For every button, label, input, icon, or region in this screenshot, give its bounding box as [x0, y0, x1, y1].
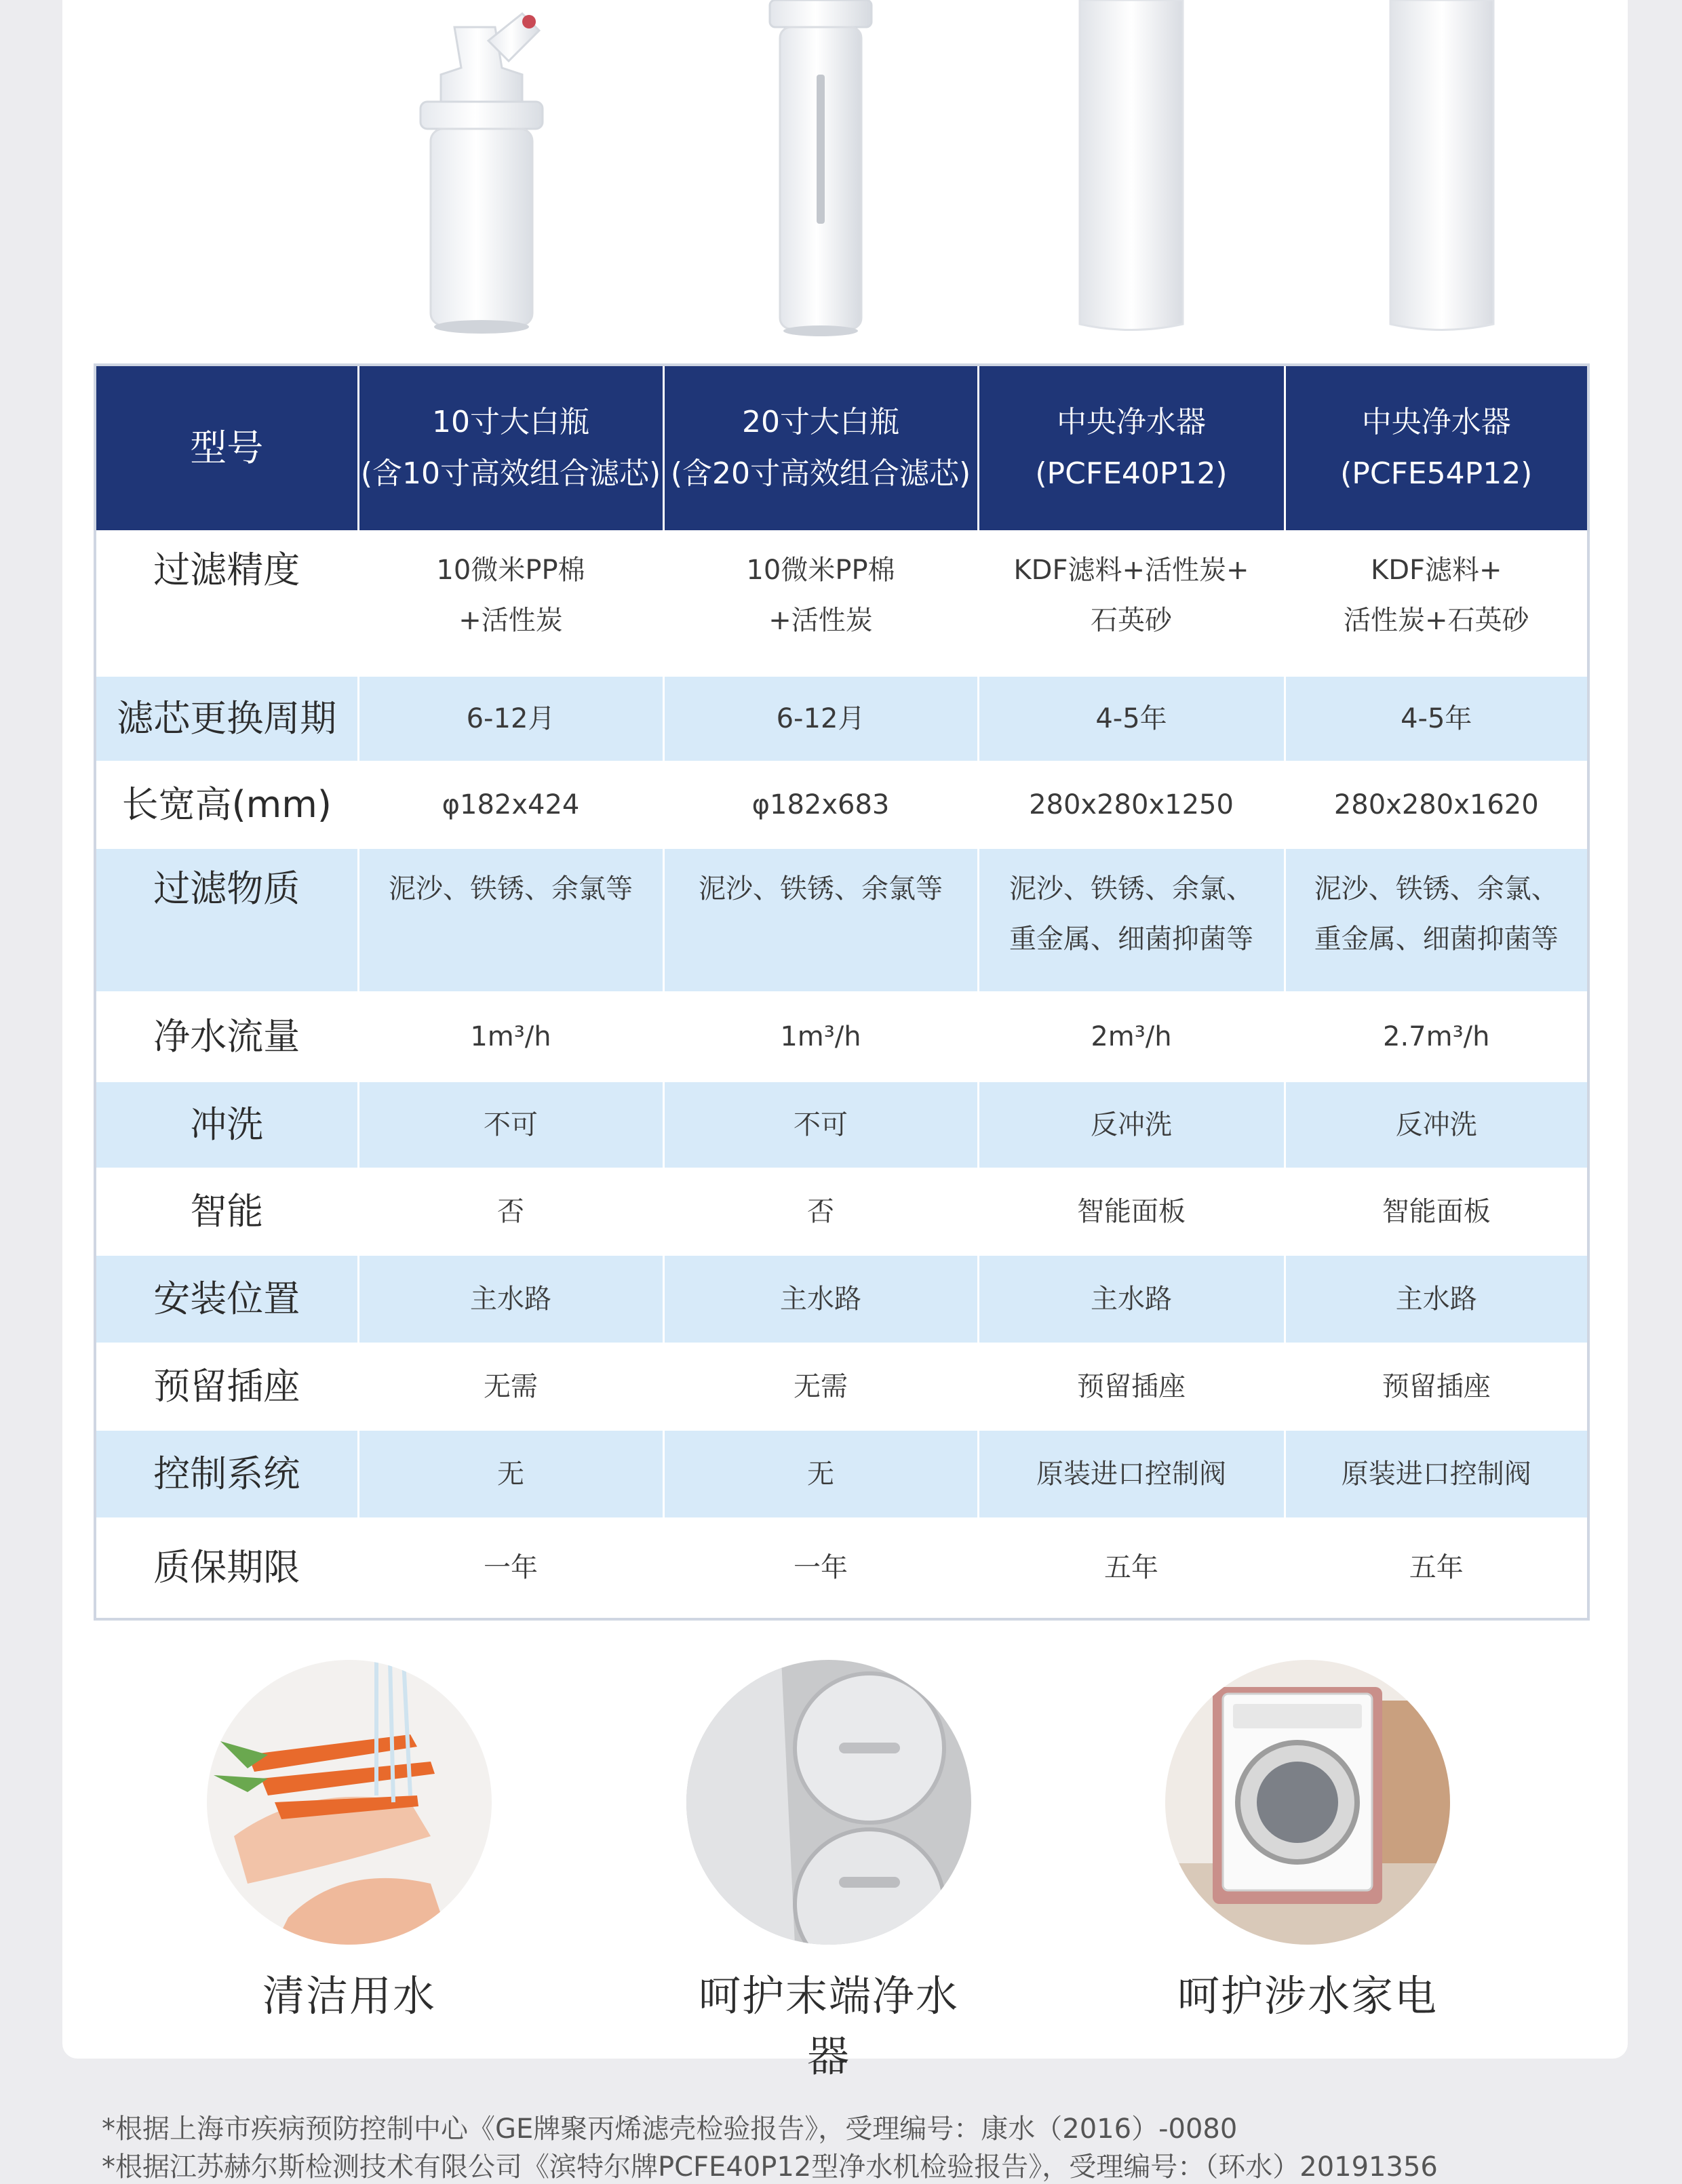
product-20inch-housing-image [760, 0, 882, 339]
table-row [95, 1343, 1588, 1431]
footnote-jiangsu-test: *根据江苏赫尔斯检测技术有限公司《滨特尔牌PCFE40P12型净水机检验报告》，受理编号：（环水）20191356 [102, 2151, 1438, 2183]
cell-text-line: +活性炭 [458, 605, 563, 636]
table-row [95, 1517, 1588, 1619]
cell-text-line: 反冲洗 [1395, 1109, 1477, 1140]
cell-text-line: 原装进口控制阀 [1341, 1458, 1531, 1490]
table-cell [358, 1082, 663, 1168]
table-cell [1285, 991, 1588, 1082]
header-cell [978, 365, 1285, 530]
column-subtitle: (PCFE54P12) [1340, 456, 1533, 491]
feature-label: 呵护涉水家电 [1177, 1971, 1438, 2021]
cell-text-line: 主水路 [470, 1284, 551, 1315]
cell-text-line: 不可 [484, 1109, 538, 1140]
table-row [95, 1256, 1588, 1343]
cell-text-line: 2.7m³/h [1383, 1021, 1490, 1052]
cell-text-line: 石英砂 [1091, 605, 1172, 636]
table-cell [663, 1343, 978, 1431]
table-row [95, 991, 1588, 1082]
table-cell [978, 1082, 1285, 1168]
table-cell [978, 677, 1285, 761]
table-row [95, 530, 1588, 677]
column-title: 20寸大白瓶 [742, 405, 899, 439]
product-10inch-housing-image [407, 0, 556, 339]
product-pcfe40p12-tank-image [1077, 0, 1186, 336]
table-cell [1285, 1168, 1588, 1256]
table-cell [1285, 1517, 1588, 1619]
cell-text-line: 6-12月 [776, 703, 865, 734]
cell-text-line: 主水路 [1395, 1284, 1477, 1315]
table-cell [1285, 1256, 1588, 1343]
cell-text-line: 无 [497, 1458, 524, 1490]
water-purifier-closeup-icon [686, 1660, 971, 1945]
cell-text-line: 活性炭+石英砂 [1343, 605, 1529, 636]
table-row [95, 849, 1588, 991]
row-label: 冲洗 [95, 1082, 358, 1168]
cell-text-line: 2m³/h [1091, 1021, 1172, 1052]
table-cell [978, 849, 1285, 991]
cell-text-line: 否 [807, 1196, 834, 1227]
table-row [95, 1082, 1588, 1168]
header-row [95, 365, 1588, 530]
table-cell [978, 1343, 1285, 1431]
cell-text-line: 反冲洗 [1091, 1109, 1172, 1140]
column-subtitle: (PCFE40P12) [1035, 456, 1228, 491]
cell-text-line: 智能面板 [1382, 1196, 1491, 1227]
table-cell [1285, 677, 1588, 761]
cell-text-line: 泥沙、铁锈、余氯、 [1314, 873, 1559, 905]
table-cell [358, 1168, 663, 1256]
cell-text-line: 6-12月 [466, 703, 555, 734]
table-cell [663, 1517, 978, 1619]
table-cell [978, 991, 1285, 1082]
row-label: 智能 [95, 1168, 358, 1256]
table-cell [1285, 761, 1588, 849]
cell-text-line: 4-5年 [1095, 703, 1167, 734]
cell-text-line: φ182x683 [751, 789, 890, 820]
cell-text-line: 泥沙、铁锈、余氯等 [389, 873, 633, 905]
cell-text-line: 预留插座 [1077, 1371, 1186, 1402]
cell-text-line: 4-5年 [1401, 703, 1472, 734]
table-cell [663, 761, 978, 849]
spec-comparison-table [94, 363, 1590, 1621]
table-cell [1285, 849, 1588, 991]
table-cell [358, 1256, 663, 1343]
cell-text-line: 280x280x1250 [1029, 789, 1234, 820]
table-cell [358, 1343, 663, 1431]
row-label: 预留插座 [95, 1343, 358, 1431]
table-cell [978, 1517, 1285, 1619]
cell-text-line: 五年 [1104, 1552, 1158, 1583]
row-label: 过滤物质 [95, 849, 358, 991]
feature-clean-water [207, 1660, 492, 2023]
cell-text-line: 主水路 [780, 1284, 861, 1315]
table-cell [663, 1431, 978, 1517]
table-cell [663, 1168, 978, 1256]
feature-label: 呵护末端净水器 [698, 1971, 959, 2081]
product-pcfe54p12-tank-image [1388, 0, 1496, 336]
header-cell [663, 365, 978, 530]
cell-text-line: 五年 [1409, 1552, 1464, 1583]
cell-text-line: 一年 [484, 1552, 538, 1583]
header-cell [95, 365, 358, 530]
table-cell [978, 1168, 1285, 1256]
cell-text-line: 预留插座 [1382, 1371, 1491, 1402]
row-label: 控制系统 [95, 1431, 358, 1517]
row-label: 净水流量 [95, 991, 358, 1082]
cell-text-line: 280x280x1620 [1333, 789, 1539, 820]
table-row [95, 1168, 1588, 1256]
cell-text-line: 无需 [794, 1371, 848, 1402]
column-subtitle: (含10寸高效组合滤芯) [360, 456, 661, 491]
table-cell [663, 677, 978, 761]
table-cell [358, 530, 663, 677]
cell-text-line: 泥沙、铁锈、余氯等 [699, 873, 943, 905]
feature-protect-purifier [686, 1660, 971, 2083]
cell-text-line: 1m³/h [780, 1021, 861, 1052]
cell-text-line: 10微米PP棉 [746, 555, 895, 586]
spec-table-body [95, 530, 1588, 1619]
column-title: 中央净水器 [1057, 405, 1206, 439]
vegetable-washing-icon [207, 1660, 492, 1945]
table-cell [358, 849, 663, 991]
table-cell [358, 991, 663, 1082]
table-cell [1285, 1431, 1588, 1517]
table-cell [358, 677, 663, 761]
cell-text-line: 重金属、细菌抑菌等 [1314, 924, 1559, 955]
table-cell [663, 1082, 978, 1168]
table-cell [978, 761, 1285, 849]
header-cell [358, 365, 663, 530]
cell-text-line: 智能面板 [1077, 1196, 1186, 1227]
cell-text-line: 10微米PP棉 [436, 555, 585, 586]
table-cell [978, 1431, 1285, 1517]
table-cell [1285, 530, 1588, 677]
table-cell [358, 761, 663, 849]
cell-text-line: 1m³/h [470, 1021, 551, 1052]
table-cell [358, 1431, 663, 1517]
cell-text-line: +活性炭 [768, 605, 873, 636]
table-row [95, 761, 1588, 849]
cell-text-line: KDF滤料+活性炭+ [1013, 555, 1249, 586]
footnote-shanghai-cdc: *根据上海市疾病预防控制中心《GE牌聚丙烯滤壳检验报告》，受理编号：康水（2016）-0080 [102, 2113, 1238, 2145]
header-cell [1285, 365, 1588, 530]
cell-text-line: 否 [497, 1196, 524, 1227]
row-label: 长宽高(mm) [95, 761, 358, 849]
row-label: 滤芯更换周期 [95, 677, 358, 761]
feature-label: 清洁用水 [262, 1971, 436, 2021]
column-subtitle: (含20寸高效组合滤芯) [670, 456, 971, 491]
column-title: 型号 [190, 426, 264, 469]
cell-text-line: KDF滤料+ [1370, 555, 1502, 586]
table-cell [358, 1517, 663, 1619]
column-title: 中央净水器 [1361, 405, 1511, 439]
table-cell [663, 849, 978, 991]
table-cell [1285, 1343, 1588, 1431]
row-label: 安装位置 [95, 1256, 358, 1343]
table-cell [1285, 1082, 1588, 1168]
cell-text-line: 无 [807, 1458, 834, 1490]
cell-text-line: φ182x424 [442, 789, 580, 820]
feature-protect-appliances [1165, 1660, 1450, 2023]
row-label: 质保期限 [95, 1517, 358, 1619]
cell-text-line: 泥沙、铁锈、余氯、 [1009, 873, 1253, 905]
cell-text-line: 无需 [484, 1371, 538, 1402]
table-row [95, 1431, 1588, 1517]
table-cell [663, 1256, 978, 1343]
row-label: 过滤精度 [95, 530, 358, 677]
table-row [95, 677, 1588, 761]
washing-machine-icon [1165, 1660, 1450, 1945]
table-cell [978, 1256, 1285, 1343]
table-cell [663, 991, 978, 1082]
table-cell [663, 530, 978, 677]
cell-text-line: 不可 [794, 1109, 848, 1140]
table-cell [978, 530, 1285, 677]
cell-text-line: 一年 [794, 1552, 848, 1583]
cell-text-line: 原装进口控制阀 [1036, 1458, 1226, 1490]
cell-text-line: 主水路 [1091, 1284, 1172, 1315]
column-title: 10寸大白瓶 [432, 405, 589, 439]
cell-text-line: 重金属、细菌抑菌等 [1009, 924, 1253, 955]
